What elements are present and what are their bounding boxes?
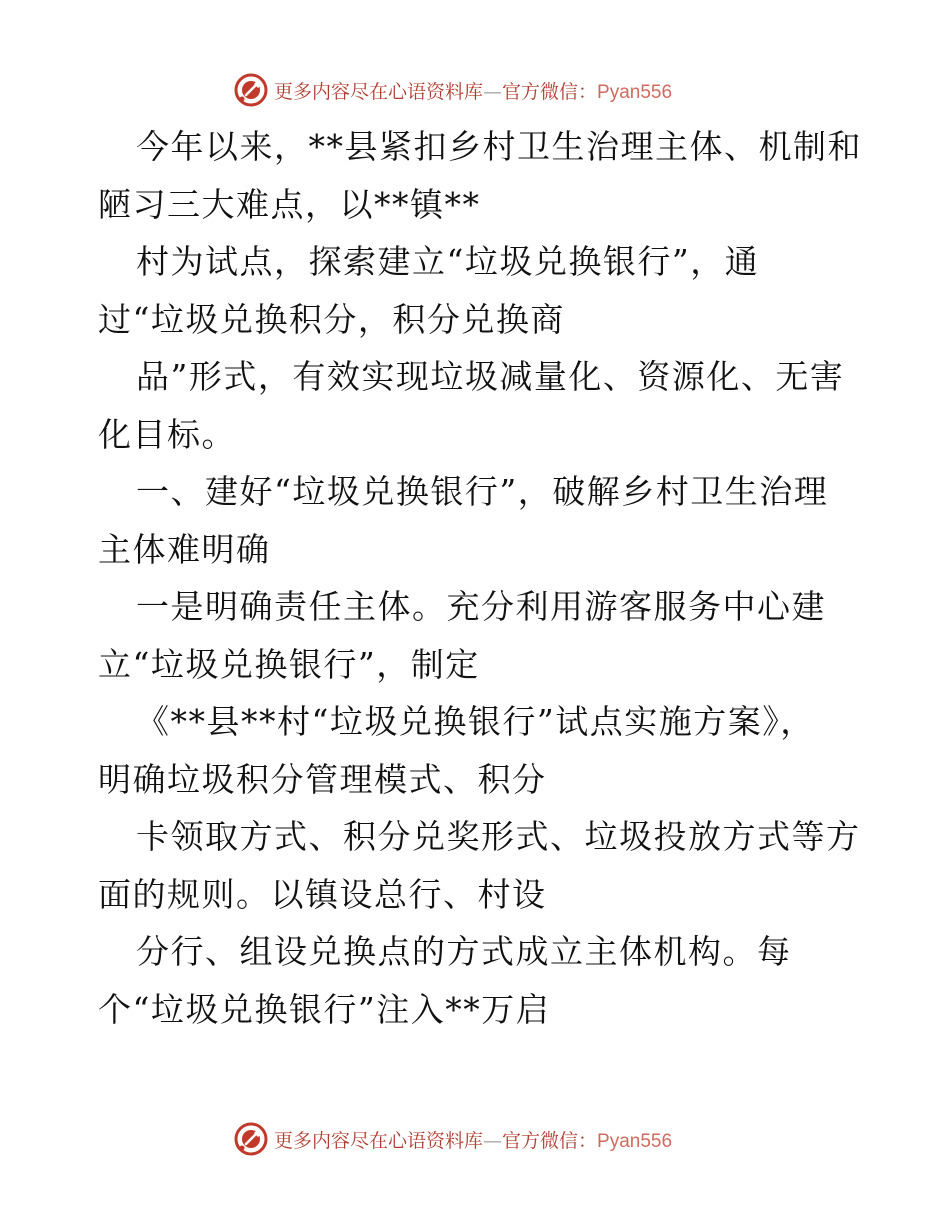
text-line: 《**县**村“垃圾兑换银行”试点实施方案》， [136,702,815,741]
text-line: 一、建好“垃圾兑换银行”，破解乡村卫生治理 [136,472,829,511]
document-body [98,118,862,1038]
text-line: 陋习三大难点，以**镇** [98,184,481,224]
text-line: 化目标。 [98,414,236,454]
watermark-official-label: 官方微信： [502,80,598,103]
text-line: 分行、组设兑换点的方式成立主体机构。每 [136,932,792,971]
watermark-dash: — [483,1129,503,1152]
watermark-text [274,77,672,104]
brand-logo-icon [234,73,268,107]
text-line: 卡领取方式、积分兑奖形式、垃圾投放方式等方 [136,817,861,856]
watermark-label: 更多内容尽在心语资料库 [274,1129,484,1152]
text-line: 主体难明确 [98,529,271,569]
watermark-text [274,1126,672,1153]
watermark-wechat-id: Pyan556 [597,81,673,103]
watermark-wechat-id: Pyan556 [597,1130,673,1152]
text-line: 品”形式，有效实现垃圾减量化、资源化、无害 [136,357,845,396]
text-line: 立“垃圾兑换银行”，制定 [98,644,480,684]
text-line: 个“垃圾兑换银行”注入**万启 [98,989,551,1029]
text-line: 今年以来，**县紧扣乡村卫生治理主体、机制和 [136,127,862,166]
text-line: 村为试点，探索建立“垃圾兑换银行”，通 [136,242,760,281]
footer-watermark [234,1122,754,1156]
brand-logo-icon [234,1122,268,1156]
text-line: 过“垃圾兑换积分，积分兑换商 [98,299,565,339]
text-line: 明确垃圾积分管理模式、积分 [98,759,547,799]
text-line: 一是明确责任主体。充分利用游客服务中心建 [136,587,826,626]
watermark-label: 更多内容尽在心语资料库 [274,80,484,103]
watermark-dash: — [483,80,503,103]
text-line: 面的规则。以镇设总行、村设 [98,874,547,914]
watermark-official-label: 官方微信： [502,1129,598,1152]
header-watermark [234,73,754,107]
